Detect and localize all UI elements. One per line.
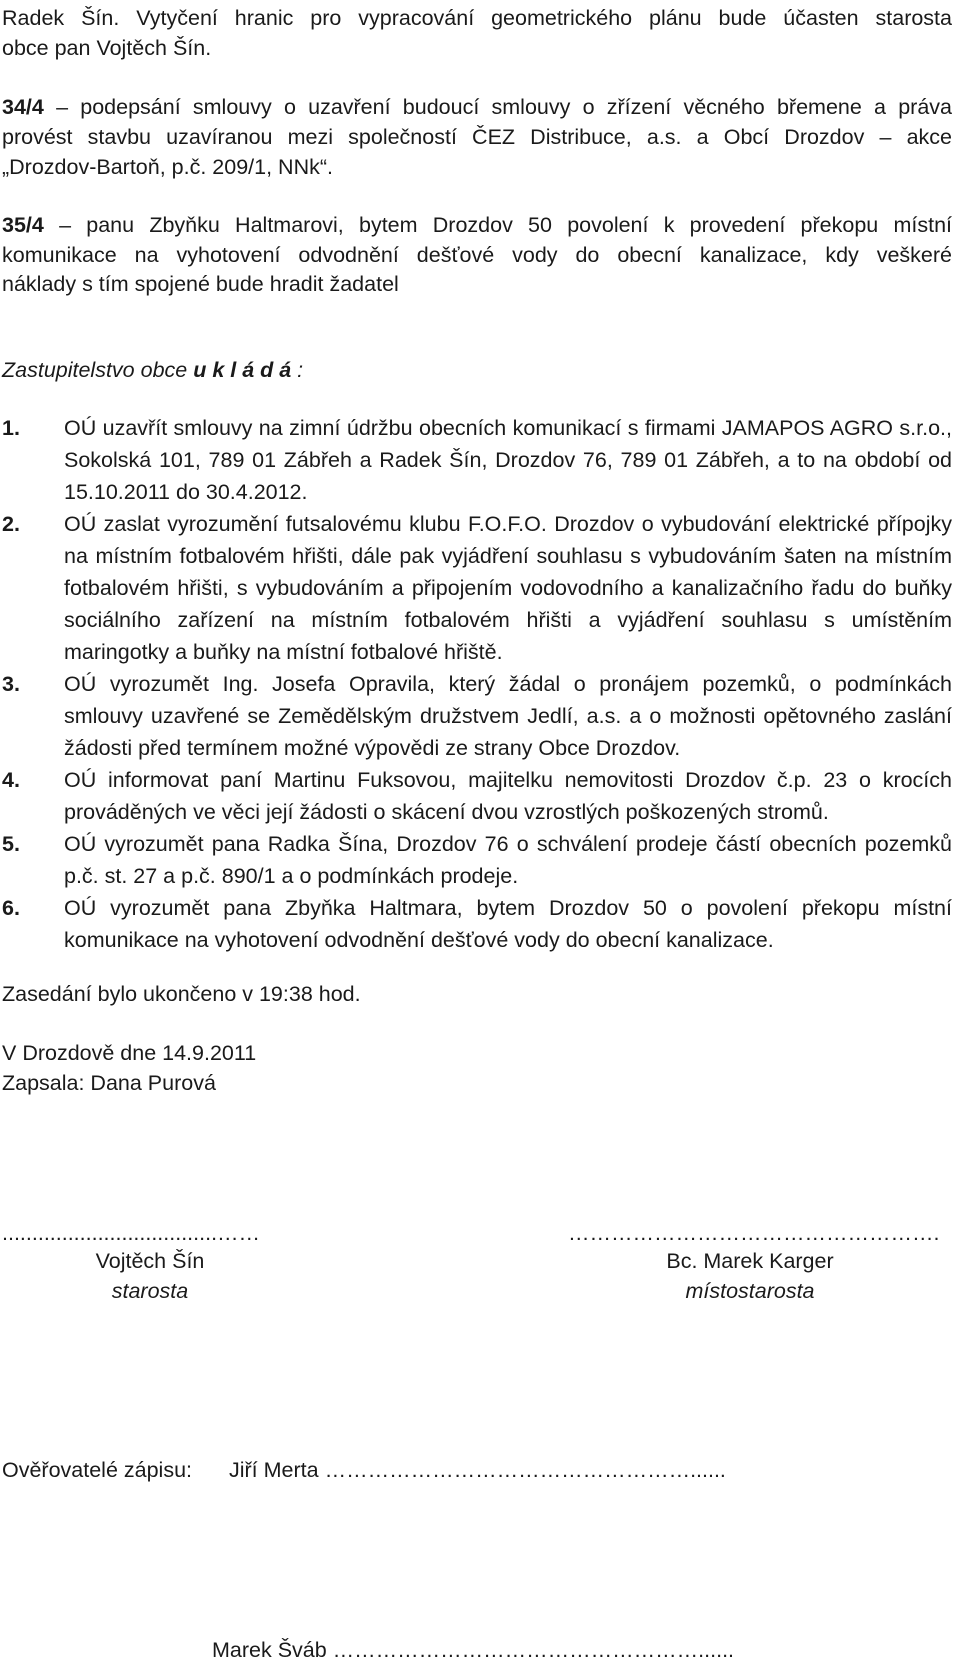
ukladá-prefix: Zastupitelstvo obce — [2, 358, 194, 382]
intro-line-2: obce pan Vojtěch Šín. — [2, 36, 212, 60]
resolution-35-text-1: – panu Zbyňku Haltmarovi, bytem Drozdov 50 povolení k provedení překopu místní — [43, 213, 952, 237]
resolution-34-number: 34/4 — [2, 95, 44, 119]
resolution-34-line-1-wrap — [2, 91, 952, 123]
intro-text-1: Radek Šín. Vytyčení hranic pro vypracování geometrického plánu bude účasten starosta — [2, 6, 952, 30]
resolution-35-line-1-wrap — [2, 209, 952, 241]
task-text: OÚ zaslat vyrozumění futsalovému klubu F.O.F.O. Drozdov o vybudování elektrické přípojky na místním fotbalovém hřišti, dále pak vyjádření souhlasu s vybudováním šaten na místním fotbalovém hřišti, s vybudováním a připojením vodovodního a kanalizačního řadu do buňky sociálního zařízení na místním fotbalovém hřišti a vyjádření souhlasu s umístěním maringotky a buňky na místní fotbalové hřiště. — [64, 512, 952, 664]
signature-name-left: Vojtěch Šín — [95, 1249, 205, 1273]
verifier-2: Marek Šváb ……………………………………………...... — [212, 1638, 735, 1662]
signature-role-left: starosta — [111, 1279, 189, 1303]
task-text: OÚ uzavřít smlouvy na zimní údržbu obecních komunikací s firmami JAMAPOS AGRO s.r.o., Sokolská 101, 789 01 Zábřeh a Radek Šín, Drozdov 76, 789 01 Zábřeh, a to na období od 15.10.2011 do 30.4.2012. — [64, 416, 952, 504]
resolution-34-line-2 — [2, 121, 952, 153]
task-item-4 — [2, 764, 952, 828]
task-list — [2, 412, 952, 956]
resolution-35-text-2: komunikace na vyhotovení odvodnění dešťové vody do obecní kanalizace, kdy veškeré — [2, 243, 952, 267]
resolution-35-line-1 — [2, 209, 952, 241]
signature-line-right: ……………………………………………. — [568, 1221, 940, 1245]
ukladá-suffix: : — [291, 358, 304, 382]
closing-text: Zasedání bylo ukončeno v 19:38 hod. — [2, 982, 361, 1006]
verifier-1: Jiří Merta ……………………………………………...... — [229, 1458, 726, 1482]
task-item-1 — [2, 412, 952, 508]
task-number: 2. — [2, 512, 20, 536]
task-number: 1. — [2, 416, 20, 440]
ukladá-verb: u k l á d á — [193, 358, 292, 382]
signature-role-right: místostarosta — [685, 1279, 815, 1303]
resolution-35-line-2 — [2, 239, 952, 271]
recorded-by: Zapsala: Dana Purová — [2, 1071, 216, 1095]
task-text: OÚ informovat paní Martinu Fuksovou, majitelku nemovitosti Drozdov č.p. 23 o krocích prováděných ve věci její žádosti o skácení dvou vzrostlých poškozených stromů. — [64, 768, 952, 824]
signature-line-left: ....................................…… — [2, 1221, 261, 1245]
intro-line-1 — [2, 2, 952, 34]
task-number: 4. — [2, 768, 20, 792]
task-item-6 — [2, 892, 952, 956]
task-item-5 — [2, 828, 952, 892]
signature-name-right: Bc. Marek Karger — [666, 1249, 834, 1273]
resolution-35-line-3: náklady s tím spojené bude hradit žadatel — [2, 272, 399, 296]
task-text: OÚ vyrozumět pana Radka Šína, Drozdov 76 o schválení prodeje částí obecních pozemků p.č. st. 27 a p.č. 890/1 a o podmínkách prodeje. — [64, 832, 952, 888]
ukladá-heading — [2, 354, 303, 386]
task-number: 6. — [2, 896, 20, 920]
resolution-34-text-2: provést stavbu uzavíranou mezi společností ČEZ Distribuce, a.s. a Obcí Drozdov – akce — [2, 125, 952, 149]
resolution-34-line-3: „Drozdov-Bartoň, p.č. 209/1, NNk“. — [2, 155, 333, 179]
verifiers-label: Ověřovatelé zápisu: — [2, 1458, 193, 1482]
resolution-34-text-1: – podepsání smlouvy o uzavření budoucí smlouvy o zřízení věcného břemene a práva — [43, 95, 952, 119]
resolution-35-number: 35/4 — [2, 213, 44, 237]
place-date: V Drozdově dne 14.9.2011 — [2, 1041, 257, 1065]
task-text: OÚ vyrozumět pana Zbyňka Haltmara, bytem Drozdov 50 o povolení překopu místní komunikace na vyhotovení odvodnění dešťové vody do obecní kanalizace. — [64, 896, 952, 952]
task-number: 5. — [2, 832, 20, 856]
task-text: OÚ vyrozumět Ing. Josefa Opravila, který žádal o pronájem pozemků, o podmínkách smlouvy uzavřené se Zemědělským družstvem Jedlí, a.s. a o možnosti opětovného zaslání žádosti před termínem možné výpovědi ze strany Obce Drozdov. — [64, 672, 952, 760]
task-number: 3. — [2, 672, 20, 696]
task-item-2 — [2, 508, 952, 668]
task-item-3 — [2, 668, 952, 764]
resolution-34-line-1 — [2, 91, 952, 123]
